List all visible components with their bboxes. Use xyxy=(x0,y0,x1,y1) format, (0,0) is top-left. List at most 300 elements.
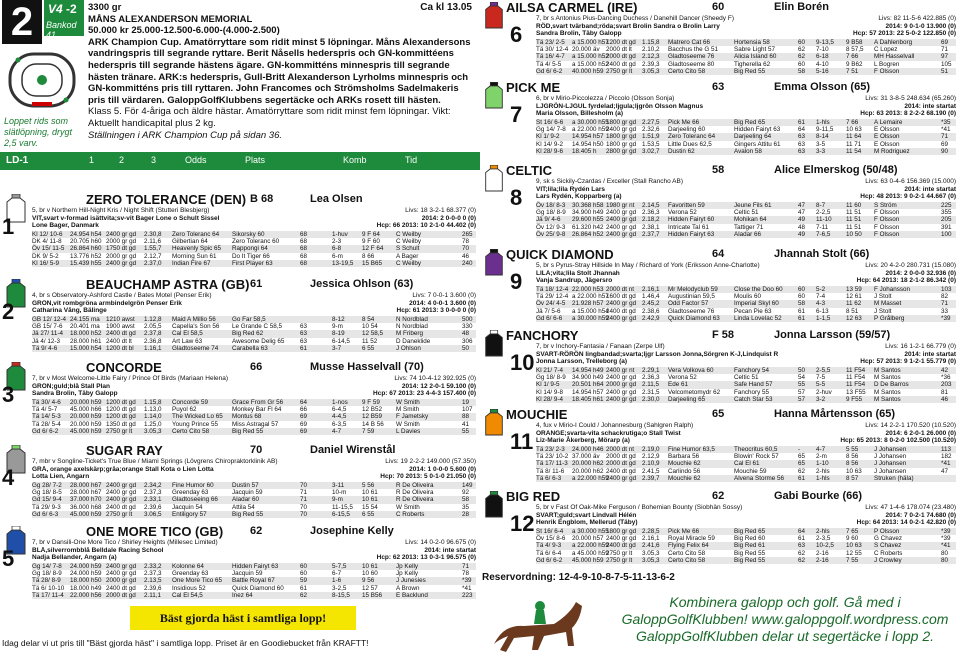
result-cell: 2000 dt gd xyxy=(606,452,636,460)
jockey-silk-icon xyxy=(482,409,506,437)
result-cell: M Smith xyxy=(396,405,420,413)
horse-weight: 70 xyxy=(250,444,263,456)
result-cell: 2400 gr gd xyxy=(606,315,637,323)
line-text: 6, br v Mirio-Piccolezza / Piccolo (Olsson Sonja) xyxy=(536,95,675,102)
result-cell: Hidden Fairyt 63 xyxy=(232,562,279,570)
result-cell: Maid A Millio 56 xyxy=(172,315,216,323)
line-stats: Hcp: 57 2013: 9 1-2-1 55.779 (0) xyxy=(860,358,956,366)
result-cell: 70 xyxy=(300,481,308,489)
result-cell: Close the Doo 60 xyxy=(734,285,783,293)
result-cell: 2400 dt gd xyxy=(106,330,136,338)
result-cell: Pick Me 66 xyxy=(668,118,700,126)
result-cell: G Chavez xyxy=(874,534,902,542)
result-cell: Tä 4/ 5-7 xyxy=(32,405,58,413)
line-stats: Livs: 7 0-0-1 3.600 (0) xyxy=(412,292,476,299)
result-cell: P Olsson xyxy=(874,527,900,535)
best-groomed-banner: Bäst gjorda häst i samtliga lopp! xyxy=(130,606,356,630)
result-cell: 1.51,9 xyxy=(642,133,660,141)
result-cell: 9 B58 xyxy=(846,38,863,46)
result-cell: 6-8 xyxy=(332,245,342,253)
result-row xyxy=(536,308,956,315)
result-cell: 71 xyxy=(300,488,308,496)
result-row xyxy=(32,238,476,245)
rider-name: Jessica Ohlson (63) xyxy=(310,278,414,290)
result-cell: Gd 6/ 6-3 xyxy=(32,511,59,519)
result-cell: A Lemaire xyxy=(874,118,903,126)
result-row xyxy=(536,528,956,535)
result-cell: 1-hls xyxy=(816,118,830,126)
result-cell: 4-3 xyxy=(816,300,826,308)
result-cell: Jacquin 59 xyxy=(232,569,263,577)
line-text: Vanja Sandrup, Jägersro xyxy=(536,277,613,285)
result-cell: 223 xyxy=(462,592,473,600)
result-cell: 18.000 h50 xyxy=(70,577,102,585)
result-cell: 2.33,1 xyxy=(144,496,162,504)
result-cell: M Santos xyxy=(874,373,901,381)
result-row xyxy=(32,504,476,511)
result-cell: 28 xyxy=(462,511,470,519)
owner-line xyxy=(32,300,476,308)
result-cell: P Grålberg xyxy=(874,315,905,323)
rider-name: Alice Elmerskog (50/48) xyxy=(774,164,898,176)
result-cell: Jä 27/ 11-4 xyxy=(32,330,64,338)
result-cell: S Chavez xyxy=(874,542,902,550)
result-cell: Favoritten 59 xyxy=(668,201,705,209)
line-stats: Livs: 20 4-2-0 280.731 (15.080) xyxy=(865,262,956,269)
result-cell: Celtic 51 xyxy=(734,208,759,216)
race-title: MÅNS ALEXANDERSON MEMORIAL xyxy=(88,13,253,25)
result-cell: Jacquin 54 xyxy=(172,503,203,511)
result-cell: E Backlund xyxy=(396,592,428,600)
result-cell: Hidden Fairyt 63 xyxy=(734,125,781,133)
result-cell: Tä 23/ 10-2 xyxy=(536,452,569,460)
result-cell: Tä 28/ 8-9 xyxy=(32,577,61,585)
result-row xyxy=(32,570,476,577)
result-cell: 2400 gr gd xyxy=(606,125,637,133)
line-stats: 2014: inte startat xyxy=(904,102,956,110)
result-cell: *39 xyxy=(941,315,951,323)
result-cell: 12 F 64 xyxy=(362,245,384,253)
result-cell: Art Law 63 xyxy=(172,337,203,345)
line-stats: Hcp: 70 2013: 5 0-1-0 21.050 (0) xyxy=(380,473,476,481)
result-cell: Dustin 62 xyxy=(668,148,695,156)
result-cell: Darjeeling 60 xyxy=(668,125,706,133)
result-cell: E Olsson xyxy=(874,140,900,148)
result-cell: Aladar 60 xyxy=(232,496,259,504)
result-cell: D De Barros xyxy=(874,381,909,389)
result-cell: a 30.000 h59 xyxy=(572,315,609,323)
result-cell: 20.000 h59 xyxy=(70,398,102,406)
line-stats: 2014: 2 0-0-0 0 (0) xyxy=(421,214,476,222)
result-cell: Struken (häla) xyxy=(874,475,914,483)
result-cell: Tä 29/ 9-3 xyxy=(32,503,61,511)
result-cell: 29.600 h55 xyxy=(572,216,604,224)
result-cell: 81 xyxy=(941,388,949,396)
result-row xyxy=(536,68,956,75)
result-cell: 62 xyxy=(798,557,806,565)
result-cell: 2.16,1 xyxy=(642,285,660,293)
result-cell: First Player 63 xyxy=(232,260,273,268)
result-cell: 2400 dt gd xyxy=(106,584,136,592)
result-cell: 10 63 xyxy=(846,467,862,475)
result-row xyxy=(32,245,476,252)
result-cell: Tä 4/ 9-3 xyxy=(536,542,562,550)
result-cell: Verona 52 xyxy=(668,208,697,216)
result-cell: 1210 awst xyxy=(106,315,135,323)
line-stats: 2014: 6 2-0-1 26.000 (0) xyxy=(885,429,956,437)
result-cell: GB 12/ 12-4 xyxy=(32,315,66,323)
result-cell: a 15.000 h57 xyxy=(572,38,609,46)
result-cell: *36 xyxy=(941,373,951,381)
result-cell: 8 56 xyxy=(846,460,859,468)
result-cell: Indian Fire 67 xyxy=(172,260,211,268)
line-stats: Livs: 18 3-2-1 68.377 (0) xyxy=(405,207,476,214)
line-text: Lars Rydén, Kopparberg (a) xyxy=(536,193,622,201)
result-cell: 9-13,5 xyxy=(816,38,834,46)
result-cell: 1200 dt gd xyxy=(106,398,136,406)
result-cell: 2400 gr gd xyxy=(606,300,637,308)
result-cell: 2.10,2 xyxy=(642,45,660,53)
result-cell: 2400 gr gd xyxy=(106,562,137,570)
result-cell: 2000 dt gd xyxy=(106,592,136,600)
result-cell: 64 xyxy=(798,125,806,133)
result-cell: 1.12,8 xyxy=(144,315,162,323)
trainer-line xyxy=(32,307,476,315)
result-cell: Linda Lovelac 52 xyxy=(734,315,782,323)
footnote: Idag delar vi ut pris till "Bäst gjorda häst" i samtliga lopp. Priset är en Goodiebucket från KRAFTT! xyxy=(2,638,369,648)
result-cell: Fanchory 55 xyxy=(734,388,770,396)
result-cell: MH Hasselvall xyxy=(874,53,915,61)
result-cell: 7 66 xyxy=(846,118,859,126)
result-cell: 2.37,0 xyxy=(144,260,162,268)
result-cell: 2.30,8 xyxy=(144,230,162,238)
result-cell: 65 xyxy=(798,452,806,460)
line-text: RÖD,svart tvärband;röda;svart Brolin Sandra o Brolin Larry xyxy=(536,22,720,30)
result-cell: Le Grande C 58,5 xyxy=(232,322,283,330)
result-cell: 13-19,5 xyxy=(332,260,354,268)
result-cell: 13.776 h52 xyxy=(70,252,102,260)
result-row xyxy=(536,53,956,60)
result-cell: 51 xyxy=(941,68,949,76)
line-stats: 2014: 12 2-0-1 59.100 (0) xyxy=(401,382,476,390)
start-number: 4 xyxy=(2,465,15,490)
result-cell: 3-2 xyxy=(816,396,826,404)
bank-code: Bankod 41 xyxy=(46,20,77,40)
result-cell: Avalon 58 xyxy=(734,148,762,156)
start-number: 8 xyxy=(510,185,523,210)
result-cell: 2750 gr lt xyxy=(606,549,633,557)
line-stats: 2014: 2 0-0-0 32.936 (0) xyxy=(885,269,956,277)
result-cell: 1200 dt gd xyxy=(106,405,136,413)
result-cell: 10-2,5 xyxy=(816,542,834,550)
result-cell: 63 xyxy=(798,140,806,148)
result-cell: 14.954 h57 xyxy=(572,388,604,396)
start-number: 1 xyxy=(2,214,15,239)
result-cell: 69 xyxy=(300,428,308,436)
horse-weight: 62 xyxy=(712,490,725,502)
result-cell: 2.13,5 xyxy=(144,577,162,585)
reserve-order: Reservordning: 12-4-9-10-8-7-5-11-13-6-2 xyxy=(482,572,675,583)
line-text: Jonna Larsson, Trelleborg (a) xyxy=(536,358,628,366)
result-cell: 46 xyxy=(462,252,470,260)
result-cell: 1-nos xyxy=(332,398,348,406)
result-cell: 11 64 xyxy=(846,133,862,141)
result-cell: Montus 68 xyxy=(232,413,262,421)
result-cell: Rappongi 64 xyxy=(232,245,268,253)
line-stats: Livs: 14 2-2-1 170.520 (10.520) xyxy=(865,422,956,429)
result-cell: Blowin' Rock 57 xyxy=(734,452,779,460)
result-cell: 2.37,3 xyxy=(144,488,162,496)
line-text: VIT,svart v-formad isättvita;sv-vit Bager Lone o Schult Sissel xyxy=(32,214,220,222)
result-cell: Öv 18/ 8-3 xyxy=(536,201,566,209)
result-cell: Tä 9/ 4-6 xyxy=(32,345,58,353)
race-number: 2 xyxy=(2,0,42,44)
owner-line xyxy=(536,186,956,194)
line-text: GRÖN,vit rombgröna armbindelgrön Penser Erik xyxy=(32,299,182,307)
result-cell: 2-huv xyxy=(816,388,832,396)
result-cell: 62 xyxy=(300,592,308,600)
horse-name: QUICK DIAMOND xyxy=(506,247,614,262)
result-cell: Little Dues 62,5 xyxy=(668,140,712,148)
result-cell: 18.405 h xyxy=(572,148,597,156)
v4-leg: -2 xyxy=(66,2,77,16)
result-cell: a 22.000 h59 xyxy=(572,475,609,483)
result-cell: 1.25,0 xyxy=(144,420,162,428)
result-cell: 2-2,5 xyxy=(816,208,831,216)
golf-club-promo: Kombinera galopp och golf. Gå med i GaloppGolfKlubben! www.galoppgolf.wordpress.com GaloppGolfKlubben delar ut segertäcke i lopp 2. xyxy=(621,594,949,644)
result-cell: 2400 gr gd xyxy=(606,208,637,216)
result-cell: 60 xyxy=(798,292,806,300)
result-row xyxy=(536,148,956,155)
result-cell: 6-15,5 xyxy=(332,511,350,519)
result-cell: Darjeeling 65 xyxy=(668,396,706,404)
result-cell: 1.53,5 xyxy=(642,140,660,148)
result-cell: 2400 gr gd xyxy=(106,569,137,577)
result-cell: Moulis 60 xyxy=(734,292,761,300)
result-cell: Puyol 62 xyxy=(172,405,197,413)
result-cell: Bacchus the G 51 xyxy=(668,45,719,53)
result-cell: 1200 dt gd xyxy=(606,38,636,46)
horse-weight: 58 xyxy=(712,164,725,176)
horse-weight: 63 xyxy=(712,81,725,93)
result-cell: Kl 16/ 5-9 xyxy=(32,260,59,268)
line-stats: 2014: 9 0-1-0 13.900 (0) xyxy=(885,22,956,30)
result-row xyxy=(536,300,956,307)
result-cell: 2750 gr lt xyxy=(606,68,633,76)
result-cell: 7-4 xyxy=(816,292,826,300)
result-cell: Big Red 55 xyxy=(734,549,766,557)
result-row xyxy=(536,126,956,133)
result-cell: 2.10,9 xyxy=(642,460,660,468)
result-cell: 14.954 h57 xyxy=(572,133,604,141)
result-cell: 2.12,7 xyxy=(144,252,162,260)
result-cell: 54 xyxy=(798,373,806,381)
result-cell: 28.000 h61 xyxy=(70,337,102,345)
result-cell: 80 xyxy=(941,549,949,557)
result-cell: 20.705 h60 xyxy=(70,237,102,245)
result-cell: 4-7 xyxy=(816,445,826,453)
result-cell: 20.501 h64 xyxy=(572,381,604,389)
line-stats: Livs: 19 2-2-2 149.000 (57.350) xyxy=(385,458,476,465)
result-cell: 103 xyxy=(941,285,952,293)
result-cell: 1-hls xyxy=(816,475,830,483)
result-cell: 2000 dt lt xyxy=(606,45,632,53)
result-cell: 48 xyxy=(798,223,806,231)
line-text: 9, sk s Sickily-Czardas / Exceller (Stall Rancho AB) xyxy=(536,178,684,185)
result-cell: Mohikan 64 xyxy=(734,216,767,224)
result-cell: J Junesies xyxy=(396,577,426,585)
result-row xyxy=(536,557,956,564)
result-cell: 24.000 h59 xyxy=(70,569,102,577)
result-cell: 1900 awst xyxy=(106,322,135,330)
result-cell: Tä 6/ 6-3 xyxy=(536,475,562,483)
pedigree-line xyxy=(32,292,476,300)
result-cell: 11 51 xyxy=(846,223,862,231)
result-cell: 4-10 xyxy=(816,60,829,68)
line-stats: Livs: 14 0-2-0 96.675 (0) xyxy=(405,539,476,546)
result-cell: Gd 15/ 9-4 xyxy=(32,496,62,504)
result-cell: Dustin 57 xyxy=(232,481,259,489)
result-cell: Öv 24/ 4-5 xyxy=(536,300,566,308)
result-cell: Concorde 59 xyxy=(172,398,209,406)
race-distance: 3300 gr xyxy=(88,2,122,13)
horse-weight: 65 xyxy=(712,408,725,420)
result-cell: 1.15,8 xyxy=(642,38,660,46)
result-cell: Tä 29/ 12-4 xyxy=(536,292,569,300)
result-cell: Imperial Skyl 60 xyxy=(734,300,779,308)
horse-name: PICK ME xyxy=(506,80,561,95)
result-cell: 240 xyxy=(462,260,473,268)
trainer-line xyxy=(536,358,956,366)
result-cell: 4-4,5 xyxy=(332,413,347,421)
rider-name: Emma Olsson (65) xyxy=(774,81,870,93)
result-cell: 69 xyxy=(941,38,949,46)
start-number: 5 xyxy=(2,546,15,571)
result-cell: Tä 16/ 4-7 xyxy=(536,53,565,61)
result-cell: E Olsson xyxy=(874,133,900,141)
result-row xyxy=(536,141,956,148)
result-cell: a 22.000 h57 xyxy=(572,292,609,300)
horse-name: CELTIC xyxy=(506,163,552,178)
line-stats: 2014: inte startat xyxy=(904,350,956,358)
result-cell: J Stolt xyxy=(874,307,892,315)
line-text: Nadja Bellander, Angarn (a) xyxy=(32,554,117,562)
jockey-silk-icon xyxy=(482,165,506,193)
owner-line xyxy=(536,103,956,111)
result-cell: Jä 7/ 5-6 xyxy=(536,307,561,315)
result-cell: 71 xyxy=(300,496,308,504)
result-cell: Tä 17/ 11-4 xyxy=(32,592,64,600)
result-cell: 3.05,3 xyxy=(642,68,660,76)
result-cell: 59 xyxy=(300,577,308,585)
result-cell: 62 xyxy=(798,467,806,475)
trainer-line xyxy=(32,390,476,398)
line-text: 5, br v Fast Of Oak-Mike Ferguson / Bohemian Bounty (Siobhän Sossy) xyxy=(536,504,743,511)
result-cell: 8-14 xyxy=(816,133,829,141)
result-cell: Gd 6/ 6-2 xyxy=(536,557,563,565)
result-cell: 78 xyxy=(462,569,470,577)
result-cell: Gg 18/ 8-9 xyxy=(536,208,566,216)
line-text: 7, br v Inchory-Fantasia / Fanaan (Zerpe Ulf) xyxy=(536,343,665,350)
result-cell: 2400 gr gd xyxy=(606,231,637,239)
result-cell: 19 xyxy=(462,398,470,406)
result-cell: Inez 64 xyxy=(232,592,253,600)
result-cell: F Olsson xyxy=(874,223,900,231)
result-cell: 20.000 h57 xyxy=(572,534,604,542)
result-cell: 15 54 xyxy=(362,503,378,511)
result-cell: 70 xyxy=(300,511,308,519)
result-cell: 2000 dt nt xyxy=(606,445,635,453)
jockey-silk-icon xyxy=(482,82,506,110)
result-row xyxy=(32,577,476,584)
result-cell: L Davies xyxy=(396,428,421,436)
result-cell: 30.368 h58 xyxy=(572,201,604,209)
result-cell: Greenday 63 xyxy=(172,569,209,577)
result-cell: 70 xyxy=(462,245,470,253)
result-cell: Cal El 58,5 xyxy=(172,330,203,338)
result-cell: 2-16 xyxy=(816,549,829,557)
result-cell: 12 63 xyxy=(846,315,862,323)
result-cell: 2.14,5 xyxy=(642,201,660,209)
result-cell: 2400 dt lt xyxy=(106,337,132,345)
result-cell: 58 xyxy=(798,300,806,308)
result-cell: 3-7 xyxy=(332,345,342,353)
result-cell: a 30.000 h55 xyxy=(572,118,609,126)
result-cell: Kl 28/ 9-6 xyxy=(536,148,563,156)
result-cell: 10 63 xyxy=(846,125,862,133)
result-cell: 2.45,2 xyxy=(642,300,660,308)
result-cell: 3-5 xyxy=(816,140,826,148)
result-cell: Jä 9/ 4-6 xyxy=(536,216,561,224)
result-cell: Attila 54 xyxy=(232,503,255,511)
result-cell: Kl 28/ 9-4 xyxy=(536,396,563,404)
result-cell: 1200 dt bl xyxy=(106,345,134,353)
line-stats: Hcp: 57 2013: 22 5-0-2 122.850 (0) xyxy=(853,30,956,38)
result-cell: 20.000 h62 xyxy=(572,460,604,468)
owner-line xyxy=(536,270,956,278)
owner-line xyxy=(32,547,476,555)
result-cell: 1800 gr gd xyxy=(606,133,637,141)
result-cell: 62 xyxy=(798,53,806,61)
result-cell: 4-7 xyxy=(332,428,342,436)
result-cell: 18.405 h61 xyxy=(572,396,604,404)
pedigree-line xyxy=(536,343,956,351)
result-cell: 62 xyxy=(798,549,806,557)
result-cell: 5 56 xyxy=(362,481,375,489)
result-cell: 11 51 xyxy=(846,216,862,224)
line-text: LILA;vita;lila Stolt Jhannah xyxy=(536,269,620,277)
result-cell: 20.000 h59 xyxy=(70,420,102,428)
result-row xyxy=(32,563,476,570)
result-cell: Gg 14/ 7-8 xyxy=(536,125,566,133)
line-stats: Hcp: 64 2013: 18 2-1-2 86.342 (0) xyxy=(856,277,956,285)
result-cell: 2.36,8 xyxy=(144,337,162,345)
line-text: 4, fux v Mirio-I Could / Johannesburg (Sahlgren Ralph) xyxy=(536,422,694,429)
result-row xyxy=(32,496,476,503)
start-number: 7 xyxy=(510,102,523,127)
result-cell: M Masset xyxy=(874,300,902,308)
result-cell: Gg 18/ 8-5 xyxy=(32,488,62,496)
horse-name: BEAUCHAMP ASTRA (GB) xyxy=(86,277,250,292)
horse-weight: F 58 xyxy=(712,329,735,341)
result-cell: 2-16 xyxy=(816,557,829,565)
result-cell: 2.41,5 xyxy=(642,467,660,475)
result-cell: 7-6,5 xyxy=(816,231,831,239)
result-cell: 2400 gr gd xyxy=(106,230,137,238)
result-cell: Big Red 55 xyxy=(734,557,766,565)
result-cell: Royal Miracle 59 xyxy=(668,534,715,542)
result-cell: Gladtoseeme 74 xyxy=(172,345,219,353)
